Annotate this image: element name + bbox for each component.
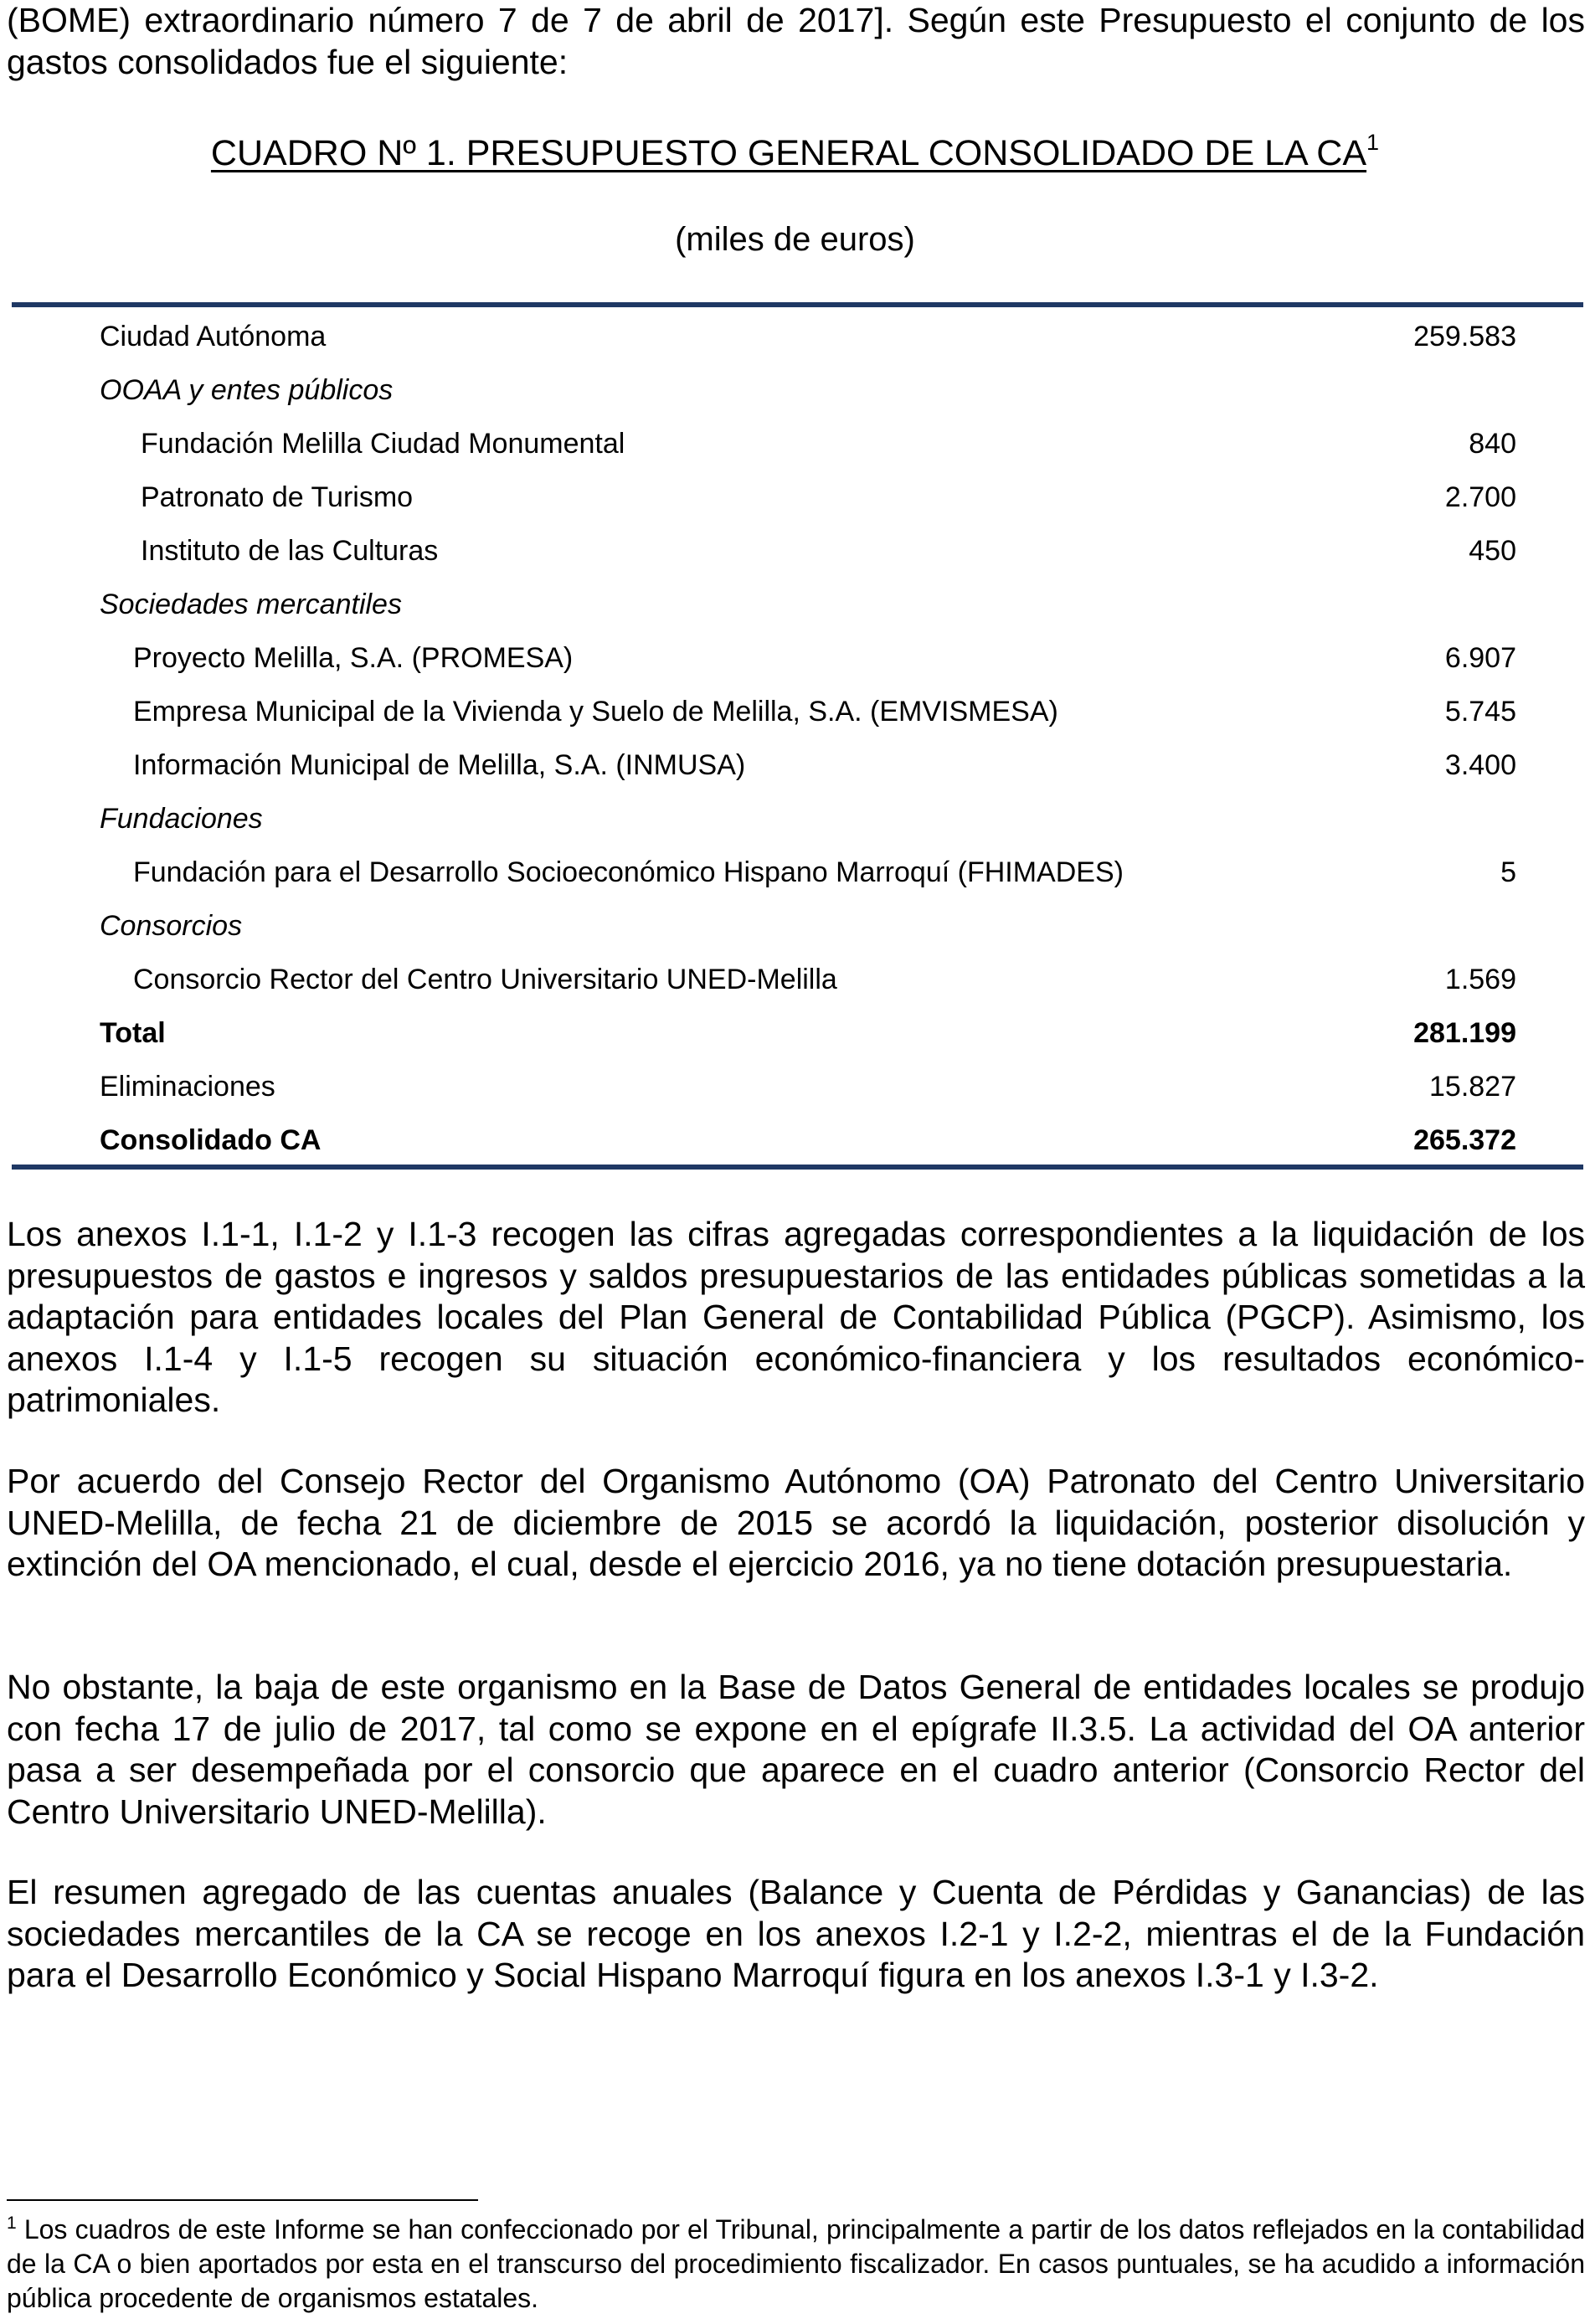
row-label: Eliminaciones xyxy=(100,1071,275,1103)
footnote-marker: 1 xyxy=(7,2213,17,2233)
row-value: 5.745 xyxy=(1444,696,1516,728)
row-value: 3.400 xyxy=(1444,749,1516,781)
table-title xyxy=(0,130,1590,177)
table-row-ciudad-autonoma xyxy=(0,310,1590,363)
table-row-group-consorcios xyxy=(0,899,1590,953)
paragraph-baja-organismo: No obstante, la baja de este organismo en la Base de Datos General de entidades locales se produjo con fecha 17 de julio de 2017, tal como se expone en el epígrafe II.3.5. La actividad del OA anterior pasa a ser desempeñada por el consorcio que aparece en el cuadro anterior (Consorcio Rector del Centro Universitario UNED-Melilla). xyxy=(7,1668,1585,1831)
row-label: OOAA y entes públicos xyxy=(100,374,394,406)
table-row-fhimades xyxy=(0,846,1590,899)
table-row-instituto-culturas xyxy=(0,524,1590,578)
row-value: 1.569 xyxy=(1444,964,1516,995)
row-label: Consolidado CA xyxy=(100,1124,322,1156)
row-label: Instituto de las Culturas xyxy=(141,535,439,567)
row-label: Patronato de Turismo xyxy=(141,481,414,513)
table-row-emvismesa xyxy=(0,685,1590,738)
table-bottom-rule xyxy=(12,1165,1583,1170)
row-label: Consorcios xyxy=(100,910,243,942)
table-row-patronato-turismo xyxy=(0,470,1590,524)
paragraph-resumen-cuentas: El resumen agregado de las cuentas anuales (Balance y Cuenta de Pérdidas y Ganancias) de las sociedades mercantiles de la CA se recoge en los anexos I.2-1 y I.2-2, mientras el de la Fundación para el Desarrollo Económico y Social Hispano Marroquí figura en los anexos I.3-1 y I.3-2. xyxy=(7,1873,1585,1994)
footnote-separator xyxy=(7,2199,478,2201)
row-label: Sociedades mercantiles xyxy=(100,589,402,620)
row-value: 2.700 xyxy=(1444,481,1516,513)
title-footnote-ref: 1 xyxy=(1366,130,1380,155)
table-row-group-ooaa xyxy=(0,363,1590,417)
row-value: 450 xyxy=(1469,535,1516,567)
paragraph-anexos: Los anexos I.1-1, I.1-2 y I.1-3 recogen las cifras agregadas correspondientes a la liquidación de los presupuestos de gastos e ingresos y saldos presupuestarios de las entidades públicas sometidas a la adaptación para entidades locales del Plan General de Contabilidad Pública (PGCP). Asimismo, los anexos I.1-4 y I.1-5 recogen su situación económico-financiera y los resultados económico-patrimoniales. xyxy=(7,1215,1585,1419)
intro-paragraph: (BOME) extraordinario número 7 de 7 de abril de 2017]. Según este Presupuesto el conjunto de los gastos consolidados fue el siguiente: xyxy=(7,1,1585,81)
table-subtitle: (miles de euros) xyxy=(675,221,915,258)
row-value: 840 xyxy=(1469,428,1516,460)
table-row-promesa xyxy=(0,631,1590,685)
table-row-consorcio-uned xyxy=(0,953,1590,1006)
table-row-total xyxy=(0,1006,1590,1060)
table-row-inmusa xyxy=(0,738,1590,792)
row-label: Empresa Municipal de la Vivienda y Suelo de Melilla, S.A. (EMVISMESA) xyxy=(133,696,1058,728)
row-label: Fundación para el Desarrollo Socioeconómico Hispano Marroquí (FHIMADES) xyxy=(133,856,1124,888)
table-row-consolidado xyxy=(0,1113,1590,1167)
row-value: 15.827 xyxy=(1429,1071,1516,1103)
row-value: 259.583 xyxy=(1413,321,1516,352)
row-label: Fundaciones xyxy=(100,803,263,835)
row-label: Fundación Melilla Ciudad Monumental xyxy=(141,428,625,460)
table-row-group-sociedades xyxy=(0,578,1590,631)
table-row-fundacion-monumental xyxy=(0,417,1590,470)
row-label: Ciudad Autónoma xyxy=(100,321,327,352)
row-label: Información Municipal de Melilla, S.A. (INMUSA) xyxy=(133,749,746,781)
table-row-group-fundaciones xyxy=(0,792,1590,846)
row-label: Proyecto Melilla, S.A. (PROMESA) xyxy=(133,642,574,674)
paragraph-consejo-rector: Por acuerdo del Consejo Rector del Organismo Autónomo (OA) Patronato del Centro Universitario UNED-Melilla, de fecha 21 de diciembre de 2015 se acordó la liquidación, posterior disolución y extinción del OA mencionado, el cual, desde el ejercicio 2016, ya no tiene dotación presupuestaria. xyxy=(7,1462,1585,1583)
footnote xyxy=(7,2213,1585,2316)
table-top-rule xyxy=(12,302,1583,307)
footnote-text: Los cuadros de este Informe se han confeccionado por el Tribunal, principalmente a partir de los datos reflejados en la contabilidad de la CA o bien aportados por esta en el transcurso del procedimiento fiscalizador. En casos puntuales, se ha acudido a información pública procedente de organismos estatales. xyxy=(7,2214,1585,2313)
budget-table xyxy=(0,310,1590,1167)
row-label: Total xyxy=(100,1017,166,1049)
table-row-eliminaciones xyxy=(0,1060,1590,1113)
row-value: 6.907 xyxy=(1444,642,1516,674)
row-value: 265.372 xyxy=(1413,1124,1516,1156)
row-label: Consorcio Rector del Centro Universitario UNED-Melilla xyxy=(133,964,837,995)
table-title-text: CUADRO Nº 1. PRESUPUESTO GENERAL CONSOLIDADO DE LA CA xyxy=(210,133,1367,173)
row-value: 281.199 xyxy=(1413,1017,1516,1049)
row-value: 5 xyxy=(1500,856,1516,888)
